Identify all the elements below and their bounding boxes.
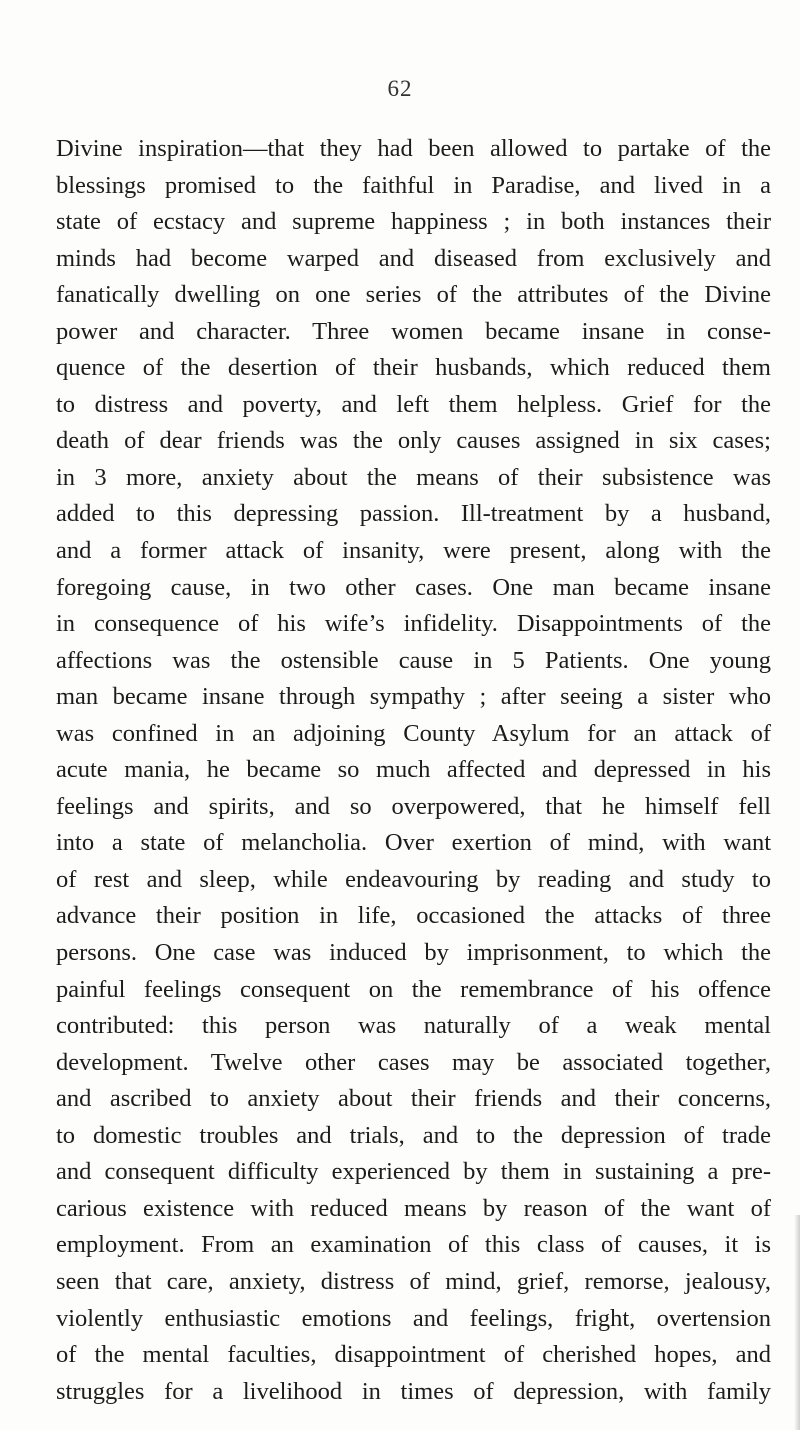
text-line: employment. From an examination of this class of causes, it is [56,1231,771,1259]
text-line: carious existence with reduced means by reason of the want of [56,1194,771,1222]
text-line: and consequent difficulty experienced by them in sustaining a pre- [56,1158,771,1186]
text-line: feelings and spirits, and so overpowered, that he himself fell [56,792,771,820]
text-line: of the mental faculties, disappointment of cherished hopes, and [56,1341,771,1369]
text-line: affections was the ostensible cause in 5 Patients. One young [56,646,771,674]
text-line: painful feelings consequent on the remembrance of his offence [56,975,771,1003]
text-line: and ascribed to anxiety about their friends and their concerns, [56,1085,771,1113]
text-line: persons. One case was induced by imprisonment, to which the [56,939,771,967]
text-line: was confined in an adjoining County Asylum for an attack of [56,719,771,747]
body-text [56,131,771,1410]
page-number: 62 [387,76,413,101]
text-line: violently enthusiastic emotions and feelings, fright, overtension [56,1304,771,1332]
text-line: advance their position in life, occasioned the attacks of three [56,902,771,930]
text-line: foregoing cause, in two other cases. One man became insane [56,573,771,601]
text-line: into a state of melancholia. Over exertion of mind, with want [56,829,771,857]
text-line: in 3 more, anxiety about the means of their subsistence was [56,463,771,491]
text-line: contributed: this person was naturally of a weak mental [56,1012,771,1040]
text-line: acute mania, he became so much affected and depressed in his [56,756,771,784]
text-line: to domestic troubles and trials, and to the depression of trade [56,1121,771,1149]
text-line: state of ecstacy and supreme happiness ; in both instances their [56,208,771,236]
text-line: man became insane through sympathy ; after seeing a sister who [56,683,771,711]
text-line: death of dear friends was the only causes assigned in six cases; [56,427,771,455]
page-edge-shadow [794,1215,800,1430]
text-line: quence of the desertion of their husbands, which reduced them [56,354,771,382]
text-line: minds had become warped and diseased from exclusively and [56,244,771,272]
text-line: in consequence of his wife’s infidelity. Disappointments of the [56,610,771,638]
text-line: fanatically dwelling on one series of the attributes of the Divine [56,281,771,309]
text-line: seen that care, anxiety, distress of mind, grief, remorse, jealousy, [56,1267,771,1295]
text-line: power and character. Three women became insane in conse- [56,317,771,345]
text-line: struggles for a livelihood in times of depression, with family [56,1377,771,1405]
text-line: and a former attack of insanity, were present, along with the [56,537,771,565]
text-line: of rest and sleep, while endeavouring by reading and study to [56,865,771,893]
text-line: added to this depressing passion. Ill-treatment by a husband, [56,500,771,528]
text-line: development. Twelve other cases may be associated together, [56,1048,771,1076]
text-line: to distress and poverty, and left them helpless. Grief for the [56,390,771,418]
text-line: Divine inspiration—that they had been allowed to partake of the [56,135,771,162]
text-line: blessings promised to the faithful in Paradise, and lived in a [56,171,771,199]
